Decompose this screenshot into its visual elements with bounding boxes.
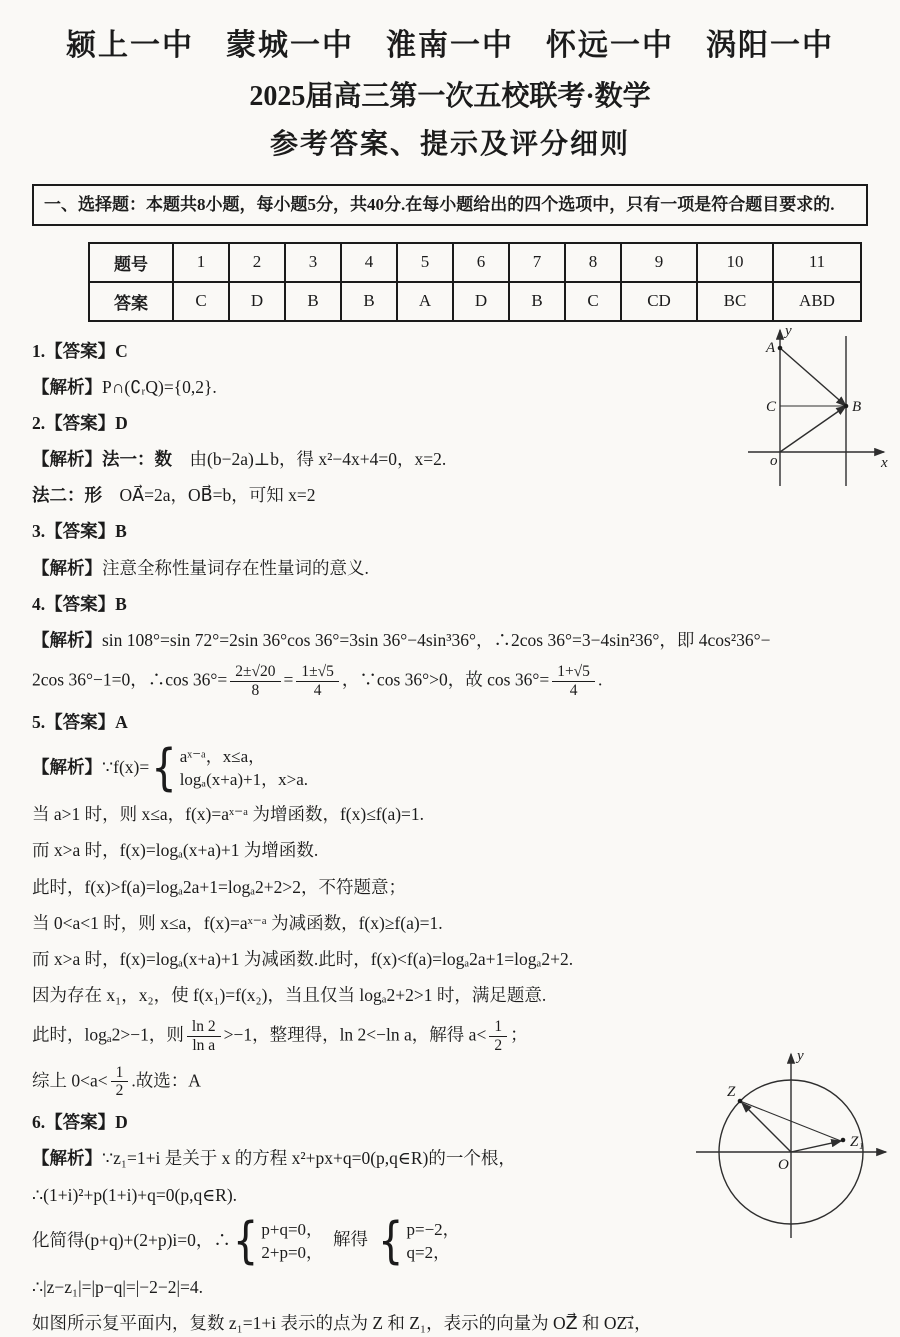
equation-system xyxy=(378,1212,460,1271)
brace-icon: { xyxy=(151,739,177,798)
school-names: 颍上一中 蒙城一中 淮南一中 怀远一中 涡阳一中 xyxy=(66,29,834,62)
formula-text: = xyxy=(283,669,294,690)
table-cell: C xyxy=(565,282,621,321)
piecewise-function xyxy=(151,739,308,798)
q4-explanation-line1 xyxy=(32,627,868,654)
vector-OZ1 xyxy=(791,1141,841,1152)
formula-text: 由(b−2a)⊥b，得 x²−4x+4=0，x=2. xyxy=(172,449,447,470)
table-cell: ABD xyxy=(773,282,861,321)
explanation-label: 【解析】 xyxy=(32,756,102,777)
table-cell: 8 xyxy=(565,243,621,282)
formula-text: .故选：A xyxy=(131,1069,201,1090)
formula-text: OA⃗=2a，OB⃗=b，可知 x=2 xyxy=(102,485,316,506)
formula-text: 解得 xyxy=(333,1229,369,1250)
table-header-row xyxy=(89,243,861,282)
table-cell: B xyxy=(285,282,341,321)
table-cell: 11 xyxy=(773,243,861,282)
q2-answer-line: 2.【答案】D xyxy=(32,413,128,434)
table-cell: 4 xyxy=(341,243,397,282)
q4-answer-line: 4.【答案】B xyxy=(32,593,127,614)
label-Z: Z xyxy=(727,1084,736,1100)
table-cell: C xyxy=(173,282,229,321)
case-line: p=−2， xyxy=(406,1219,460,1239)
fraction: $\frac{2\pm√20}{8}$ xyxy=(230,663,280,700)
q5-line: 当 0<a<1 时，则 x≤a，f(x)=aˣ⁻ᵃ 为减函数，f(x)≥f(a)=1. xyxy=(32,912,443,933)
table-cell: CD xyxy=(621,282,697,321)
label-y: y xyxy=(797,1048,804,1064)
point-A xyxy=(778,346,783,351)
q6-answer-line: 6.【答案】D xyxy=(32,1112,128,1133)
equation-system xyxy=(232,1212,324,1271)
table-cell: 1 xyxy=(173,243,229,282)
case-line: logₐ(x+a)+1，x>a. xyxy=(179,770,308,790)
q5-line: 而 x>a 时，f(x)=logₐ(x+a)+1 为增函数. xyxy=(32,840,319,861)
formula-text: 注意全称性量词存在性量词的意义. xyxy=(102,557,369,578)
table-cell: 2 xyxy=(229,243,285,282)
formula-text: 综上 0<a< xyxy=(32,1069,108,1090)
q5-line: 而 x>a 时，f(x)=logₐ(x+a)+1 为减函数.此时，f(x)<f(a)=logₐ2a+1=logₐ2+2. xyxy=(32,948,574,969)
answer-key-subtitle: 参考答案、提示及评分细则 xyxy=(269,129,630,160)
method2-label: 法二：形 xyxy=(32,485,102,506)
label-origin: o xyxy=(770,453,778,469)
formula-text: P∩(∁ᵣQ)={0,2}. xyxy=(102,376,217,397)
point-Z xyxy=(738,1099,743,1104)
formula-text: sin 108°=sin 72°=2sin 36°cos 36°=3sin 36°−4sin³36°，∴2cos 36°=3−4sin²36°，即 4cos²36°− xyxy=(102,629,771,650)
formula-text: 2cos 36°−1=0，∴cos 36°= xyxy=(32,669,228,690)
table-cell: A xyxy=(397,282,453,321)
label-y: y xyxy=(785,323,792,339)
case-line: q=2， xyxy=(406,1243,451,1263)
case-line: aˣ⁻ᵃ，x≤a， xyxy=(179,746,266,766)
fraction: $\frac{\ln 2}{\text{ln a}}$ xyxy=(187,1018,221,1055)
formula-text: ∵f(x)= xyxy=(102,756,150,777)
q6-complex-plane-diagram xyxy=(686,1046,896,1242)
vector-OZ xyxy=(742,1103,791,1152)
formula-text: >−1，整理得，ln 2<−ln a，解得 a< xyxy=(223,1024,487,1045)
answer-table xyxy=(88,242,862,322)
formula-text: . xyxy=(597,669,603,690)
q1-answer-line: 1.【答案】C xyxy=(32,340,128,361)
table-cell: 7 xyxy=(509,243,565,282)
q6-line: ∴|z−z₁|=|p−q|=|−2−2|=4. xyxy=(32,1277,204,1298)
q5-piecewise-line xyxy=(32,739,868,798)
fraction: $\frac{1}{2}$ xyxy=(111,1064,129,1101)
explanation-label: 【解析】 xyxy=(32,557,102,578)
point-Z1 xyxy=(841,1138,846,1143)
q5-line: 当 a>1 时，则 x≤a，f(x)=aˣ⁻ᵃ 为增函数，f(x)≤f(a)=1. xyxy=(32,804,425,825)
q2-coordinate-diagram xyxy=(742,320,892,492)
table-cell: BC xyxy=(697,282,773,321)
q5-line: 此时，f(x)>f(a)=logₐ2a+1=logₐ2+2>2，不符题意； xyxy=(32,876,407,897)
table-cell: D xyxy=(229,282,285,321)
q6-line: ∴(1+i)²+p(1+i)+q=0(p,q∈R). xyxy=(32,1184,238,1205)
q3-explanation-line xyxy=(32,555,868,582)
label-A: A xyxy=(766,340,776,356)
label-B: B xyxy=(852,399,862,415)
table-answer-row xyxy=(89,282,861,321)
exam-title: 2025届高三第一次五校联考·数学 xyxy=(249,81,651,112)
table-cell: 3 xyxy=(285,243,341,282)
table-cell: 9 xyxy=(621,243,697,282)
label-origin: O xyxy=(778,1157,789,1173)
explanation-label: 【解析】 xyxy=(32,376,102,397)
formula-text: 化简得(p+q)+(2+p)i=0，∴ xyxy=(32,1229,231,1250)
segment-A-B xyxy=(780,348,846,406)
point-B xyxy=(844,404,849,409)
table-cell: 答案 xyxy=(89,282,173,321)
fraction: $\frac{1}{2}$ xyxy=(489,1018,507,1055)
fraction: $\frac{1+√5}{4}$ xyxy=(552,663,595,700)
label-x: x xyxy=(881,455,888,471)
case-line: p+q=0， xyxy=(261,1219,324,1239)
explanation-label: 【解析】 xyxy=(32,629,102,650)
table-cell: B xyxy=(509,282,565,321)
formula-text: ，∵cos 36°>0，故 cos 36°= xyxy=(341,669,550,690)
formula-text: 此时，logₐ2>−1，则 xyxy=(32,1024,184,1045)
table-cell: 5 xyxy=(397,243,453,282)
brace-icon: { xyxy=(232,1212,259,1271)
table-cell: 题号 xyxy=(89,243,173,282)
fraction: $\frac{1\pm√5}{4}$ xyxy=(296,663,339,700)
segment-O-B xyxy=(780,406,846,452)
formula-text: ； xyxy=(510,1024,528,1045)
q3-answer-line: 3.【答案】B xyxy=(32,521,127,542)
label-C: C xyxy=(766,399,777,415)
formula-text: ∵z₁=1+i 是关于 x 的方程 x²+px+q=0(p,q∈R)的一个根， xyxy=(102,1148,516,1169)
case-line: 2+p=0， xyxy=(261,1243,324,1263)
explanation-label: 【解析】法一：数 xyxy=(32,449,172,470)
q6-line: 如图所示复平面内，复数 z₁=1+i 表示的点为 Z 和 Z₁，表示的向量为 OZ⃗ 和 OZ₁⃗， xyxy=(32,1313,652,1334)
q4-explanation-line2 xyxy=(32,663,868,700)
table-cell: D xyxy=(453,282,509,321)
q5-answer-line: 5.【答案】A xyxy=(32,711,128,732)
q5-line: 因为存在 x₁，x₂，使 f(x₁)=f(x₂)，当且仅当 logₐ2+2>1 时，满足题意. xyxy=(32,984,547,1005)
table-cell: B xyxy=(341,282,397,321)
brace-icon: { xyxy=(378,1212,404,1271)
label-Z1: Z₁ xyxy=(850,1134,864,1150)
section-instruction: 一、选择题：本题共8小题，每小题5分，共40分.在每小题给出的四个选项中，只有一项是符合题目要求的. xyxy=(32,184,868,226)
table-cell: 10 xyxy=(697,243,773,282)
explanation-label: 【解析】 xyxy=(32,1148,102,1169)
table-cell: 6 xyxy=(453,243,509,282)
